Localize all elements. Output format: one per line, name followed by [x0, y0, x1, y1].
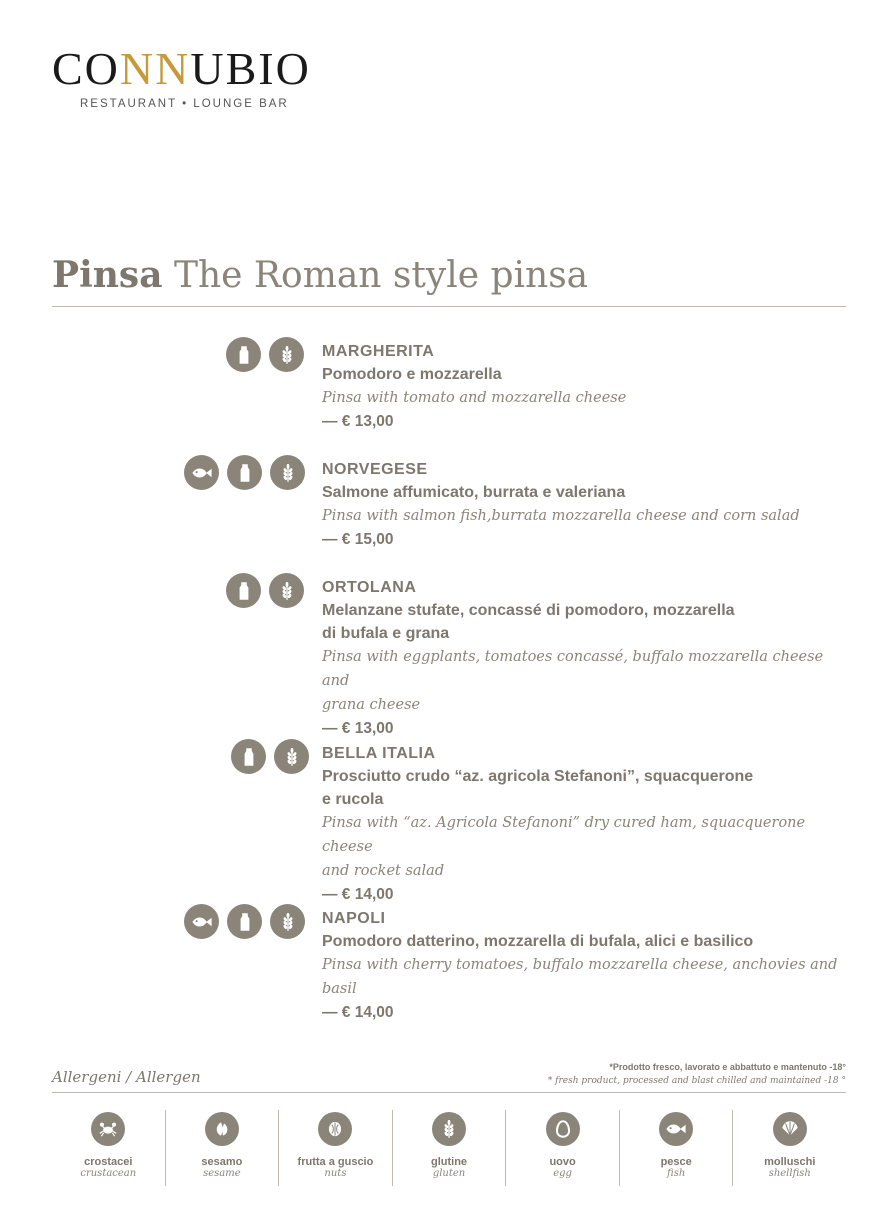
item-italian: Pomodoro e mozzarella	[322, 366, 502, 383]
allergen-icons	[184, 455, 305, 490]
brand-logo	[52, 44, 312, 110]
milk-icon	[227, 904, 262, 939]
legend-label-it: glutine	[430, 1156, 468, 1168]
sesame-icon	[205, 1112, 239, 1146]
menu-item	[322, 576, 852, 741]
title-light: The Roman style pinsa	[173, 255, 589, 296]
legend-item-fish	[620, 1110, 734, 1186]
item-price: — € 13,00	[322, 720, 394, 737]
gluten-icon	[274, 739, 309, 774]
item-italian: Prosciutto crudo “az. agricola Stefanoni”, squacquerone	[322, 768, 754, 785]
menu-item	[322, 907, 852, 1025]
title-bold: Pinsa	[52, 254, 163, 296]
legend-label-it: molluschi	[764, 1156, 816, 1168]
fresh-product-note-en: * fresh product, processed and blast chilled and maintained -18 °	[547, 1076, 846, 1086]
item-price: — € 14,00	[322, 1004, 394, 1021]
item-italian: e rucola	[322, 791, 384, 808]
allergen-legend	[52, 1110, 846, 1186]
legend-item-shellfish	[733, 1110, 846, 1186]
allergen-icons	[184, 904, 305, 939]
legend-label-en: gluten	[432, 1168, 466, 1179]
fresh-product-note-it: *Prodotto fresco, lavorato e abbattuto e mantenuto -18°	[609, 1062, 846, 1072]
allergen-icons	[226, 573, 304, 608]
item-italian: Melanzane stufate, concassé di pomodoro, mozzarella	[322, 602, 735, 619]
item-english: basil	[322, 981, 357, 997]
item-italian: Pomodoro datterino, mozzarella di bufala, alici e basilico	[322, 933, 754, 950]
legend-label-it: pesce	[660, 1156, 692, 1168]
menu-item	[322, 742, 852, 907]
item-english: Pinsa with cherry tomatoes, buffalo mozzarella cheese, anchovies and	[322, 957, 838, 973]
gluten-icon	[270, 904, 305, 939]
crab-icon	[91, 1112, 125, 1146]
item-italian: di bufala e grana	[322, 625, 450, 642]
legend-label-en: sesame	[203, 1168, 241, 1179]
milk-icon	[226, 337, 261, 372]
legend-label-en: fish	[667, 1168, 686, 1179]
logo-accent: NN	[119, 43, 191, 94]
item-english: grana cheese	[322, 697, 421, 713]
item-name: NORVEGESE	[322, 461, 428, 478]
milk-icon	[227, 455, 262, 490]
legend-label-it: frutta a guscio	[297, 1156, 374, 1168]
legend-item-egg	[506, 1110, 620, 1186]
allergen-heading: Allergeni / Allergen	[52, 1068, 201, 1086]
item-english: and rocket salad	[322, 863, 445, 879]
gluten-icon	[270, 455, 305, 490]
milk-icon	[226, 573, 261, 608]
menu-item	[322, 458, 852, 552]
legend-label-it: sesamo	[201, 1156, 243, 1168]
fish-icon	[184, 904, 219, 939]
item-english: Pinsa with “az. Agricola Stefanoni” dry cured ham, squacquerone cheese	[322, 815, 806, 855]
legend-item-gluten	[393, 1110, 507, 1186]
legend-label-it: uovo	[549, 1156, 576, 1168]
title-divider	[52, 306, 846, 307]
legend-label-en: crustacean	[80, 1168, 137, 1179]
item-price: — € 14,00	[322, 886, 394, 903]
item-name: BELLA ITALIA	[322, 745, 436, 762]
item-name: MARGHERITA	[322, 343, 435, 360]
item-italian: Salmone affumicato, burrata e valeriana	[322, 484, 626, 501]
item-price: — € 15,00	[322, 531, 394, 548]
legend-label-it: crostacei	[84, 1156, 133, 1168]
gluten-icon	[269, 337, 304, 372]
fish-icon	[184, 455, 219, 490]
legend-item-nuts	[279, 1110, 393, 1186]
item-english: Pinsa with salmon fish,burrata mozzarella cheese and corn salad	[322, 508, 800, 524]
menu-item	[322, 340, 852, 434]
item-price: — € 13,00	[322, 413, 394, 430]
page-title	[52, 254, 852, 296]
nut-icon	[318, 1112, 352, 1146]
legend-label-en: egg	[553, 1168, 572, 1179]
legend-item-crustacean	[52, 1110, 166, 1186]
allergen-icons	[226, 337, 304, 372]
item-name: NAPOLI	[322, 910, 386, 927]
item-name: ORTOLANA	[322, 579, 417, 596]
logo-tagline: RESTAURANT • LOUNGE BAR	[80, 98, 289, 110]
allergen-icons	[231, 739, 309, 774]
item-english: Pinsa with eggplants, tomatoes concassé, buffalo mozzarella cheese and	[322, 649, 824, 689]
shell-icon	[773, 1112, 807, 1146]
legend-label-en: shellfish	[768, 1168, 811, 1179]
legend-label-en: nuts	[324, 1168, 347, 1179]
legend-item-sesame	[166, 1110, 280, 1186]
item-english: Pinsa with tomato and mozzarella cheese	[322, 390, 627, 406]
gluten-icon	[432, 1112, 466, 1146]
fish-icon	[659, 1112, 693, 1146]
egg-icon	[546, 1112, 580, 1146]
logo-wordmark: CONNUBIO	[52, 43, 311, 94]
allergen-divider	[52, 1092, 846, 1093]
gluten-icon	[269, 573, 304, 608]
milk-icon	[231, 739, 266, 774]
